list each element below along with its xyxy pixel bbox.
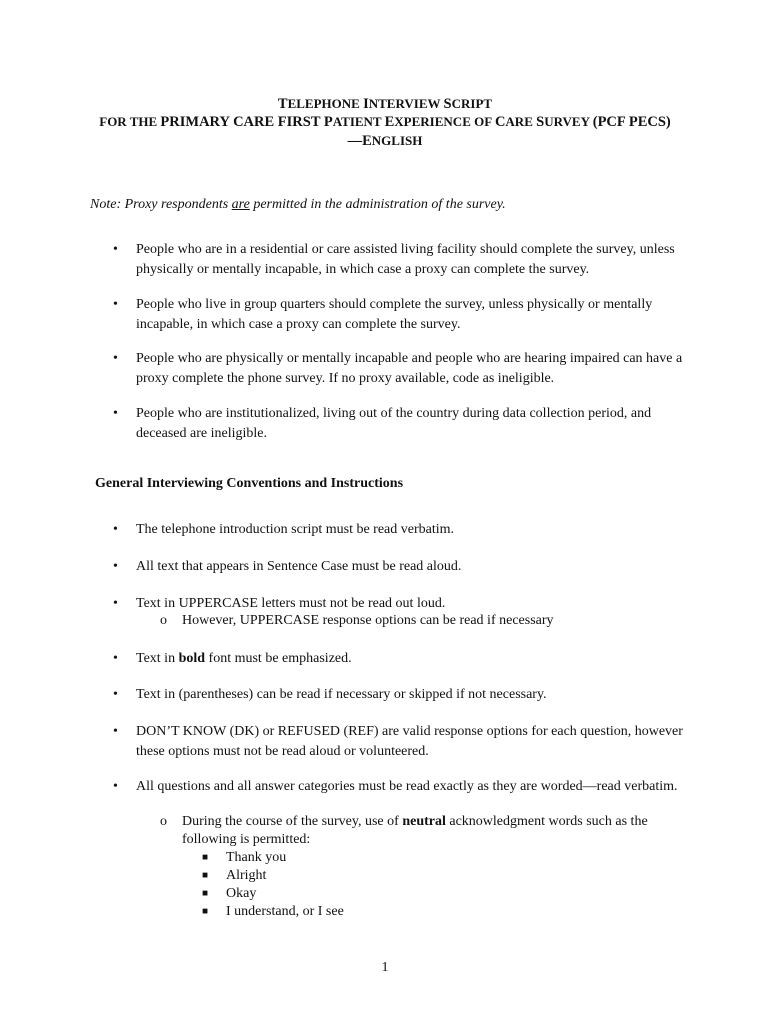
bullet-icon: • — [113, 724, 118, 739]
circle-bullet-icon: o — [160, 613, 167, 628]
list-item-text: Text in bold font must be emphasized. — [136, 651, 352, 666]
page-number: 1 — [381, 960, 389, 975]
nested-list-item-text: Alright — [226, 868, 267, 883]
bullet-icon: • — [113, 351, 118, 366]
bullet-icon: • — [113, 242, 118, 257]
title-line-3: —ENGLISH — [347, 133, 423, 149]
list-item-text: All questions and all answer categories must be read exactly as they are worded—read verbatim. — [136, 779, 678, 794]
nested-list-item-text: Thank you — [226, 850, 287, 865]
bullet-icon: • — [113, 297, 118, 312]
bullet-icon: • — [113, 559, 118, 574]
square-bullet-icon: ■ — [202, 888, 209, 899]
square-bullet-icon: ■ — [202, 852, 209, 863]
list-item-text: People who are physically or mentally incapable and people who are hearing impaired can have a proxy complete the phone survey. If no proxy available, code as ineligible. — [136, 351, 683, 386]
sub-list-item-text: During the course of the survey, use of neutral acknowledgment words such as the following is permitted: — [182, 814, 648, 847]
bullet-icon: • — [113, 651, 118, 666]
title-line-1: TELEPHONE INTERVIEW SCRIPT — [277, 96, 493, 112]
bullet-icon: • — [113, 596, 118, 611]
bullet-icon: • — [113, 522, 118, 537]
sub-list-item-text: However, UPPERCASE response options can be read if necessary — [182, 613, 554, 628]
nested-list-item-text: Okay — [226, 886, 257, 901]
bullet-icon: • — [113, 779, 118, 794]
nested-list-item-text: I understand, or I see — [226, 904, 344, 919]
square-bullet-icon: ■ — [202, 870, 209, 881]
list-item-text: DON’T KNOW (DK) or REFUSED (REF) are valid response options for each question, however these options must not be read aloud or volunteered. — [136, 724, 683, 759]
list-item-text: People who are institutionalized, living out of the country during data collection period, and deceased are ineligible. — [136, 406, 652, 441]
square-bullet-icon: ■ — [202, 906, 209, 917]
bullet-icon: • — [113, 406, 118, 421]
bullet-icon: • — [113, 687, 118, 702]
list-item-text: Text in UPPERCASE letters must not be read out loud. — [136, 596, 446, 611]
proxy-note: Note: Proxy respondents are permitted in the administration of the survey. — [90, 197, 506, 212]
list-item-text: People who are in a residential or care assisted living facility should complete the survey, unless physically or mentally incapable, in which case a proxy can complete the survey. — [136, 242, 675, 277]
list-item-text: All text that appears in Sentence Case must be read aloud. — [136, 559, 462, 574]
list-item-text: Text in (parentheses) can be read if necessary or skipped if not necessary. — [136, 687, 547, 702]
list-item-text: People who live in group quarters should complete the survey, unless physically or mentally incapable, in which case a proxy can complete the survey. — [136, 297, 653, 332]
title-line-2: FOR THE PRIMARY CARE FIRST PATIENT EXPERIENCE OF CARE SURVEY (PCF PECS) — [99, 114, 671, 130]
circle-bullet-icon: o — [160, 814, 167, 829]
section-heading: General Interviewing Conventions and Instructions — [95, 476, 404, 491]
list-item-text: The telephone introduction script must be read verbatim. — [136, 522, 455, 537]
